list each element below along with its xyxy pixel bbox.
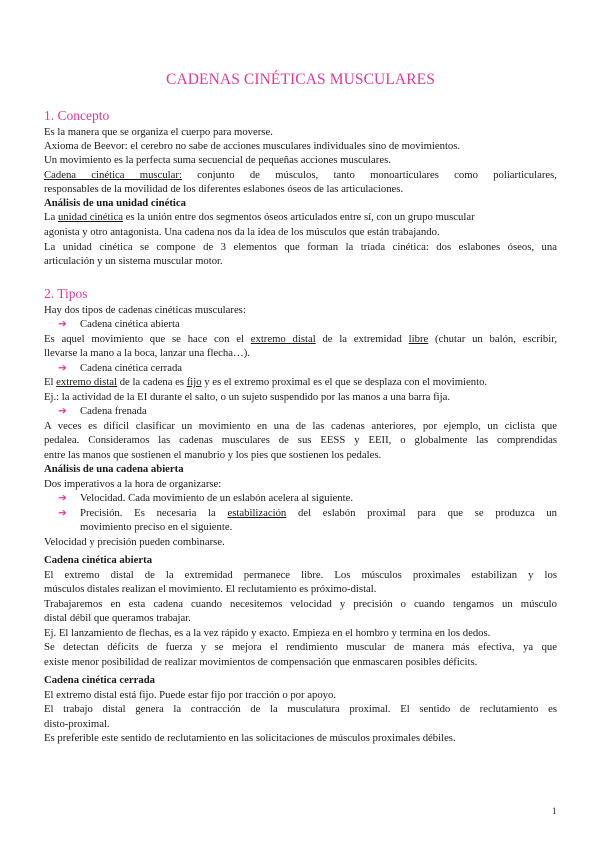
arrow-icon: ➔ [58,362,67,374]
bullet-item: ➔ Velocidad. Cada movimiento de un eslabón acelera al siguiente. [58,492,354,504]
arrow-icon: ➔ [58,318,67,330]
paragraph-line: Velocidad y precisión pueden combinarse. [44,536,225,548]
paragraph-line: Ej. El lanzamiento de flechas, es a la vez rápido y exacto. Empieza en el hombro y termina en los dedos. [44,627,491,639]
paragraph-line: Es aquel movimiento que se hace con el extremo distal de la extremidad libre (chutar un balón, escribir, [44,333,558,345]
document-title: CADENAS CINÉTICAS MUSCULARES [166,71,435,88]
bullet-item: ➔ Cadena cinética abierta [58,318,180,330]
paragraph-line: El extremo distal de la extremidad permanece libre. Los músculos proximales estabilizan y los [44,569,557,581]
section-heading-tipos: 2. Tipos [44,286,88,301]
arrow-icon: ➔ [58,492,67,504]
paragraph-line: El extremo distal está fijo. Puede estar fijo por tracción o por apoyo. [44,689,337,701]
paragraph-line: Trabajaremos en esta cadena cuando necesitemos velocidad y precisión o cuando tengamos un músculo [44,598,557,610]
subheading-cadena-abierta: Análisis de una cadena abierta [44,463,184,475]
term-cadena-cinetica-muscular: Cadena cinética muscular: [44,169,182,181]
paragraph-line: Hay dos tipos de cadenas cinéticas musculares: [44,304,246,316]
paragraph-line: El trabajo distal genera la contracción de la musculatura proximal. El sentido de reclutamiento es [44,703,557,715]
subheading-cadena-cinetica-cerrada: Cadena cinética cerrada [44,674,156,686]
paragraph-line: Ej.: la actividad de la EI durante el salto, o un sujeto suspendido por las manos a una barra fija. [44,391,451,403]
paragraph-line: pedalea. Consideramos las cadenas musculares de sus EESS y EEII, o globalmente las comprendidas [44,434,557,446]
paragraph-line: Un movimiento es la perfecta suma secuencial de pequeñas acciones musculares. [44,154,391,166]
term-unidad-cinetica: unidad cinética [57,211,123,223]
paragraph-line: Axioma de Beevor: el cerebro no sabe de acciones musculares individuales sino de movimientos. [44,140,461,152]
paragraph-line: La unidad cinética es la unión entre dos segmentos óseos articulados entre sí, con un grupo muscular [44,211,475,223]
paragraph-line: Se detectan déficits de fuerza y se mejora el rendimiento muscular de manera más efectiva, ya que [44,641,557,653]
subheading-cadena-cinetica-abierta: Cadena cinética abierta [44,554,153,566]
paragraph-line: Dos imperativos a la hora de organizarse: [44,478,222,490]
bullet-item: ➔ Cadena frenada [58,405,147,417]
paragraph-line: llevarse la mano a la boca, lanzar una flecha…). [44,347,250,359]
page-number: 1 [552,806,557,816]
paragraph-line: agonista y otro antagonista. Una cadena nos da la idea de los músculos que están trabajando. [44,226,440,238]
subheading-unidad-cinetica: Análisis de una unidad cinética [44,197,186,209]
arrow-icon: ➔ [58,507,67,519]
paragraph-line: entre las manos que sostienen el manubrio y los pies que sostienen los pedales. [44,449,382,461]
paragraph-line: articulación y un sistema muscular motor. [44,255,223,267]
paragraph-line: La unidad cinética se compone de 3 elementos que forman la tríada cinética: dos eslabones óseos, una [44,241,557,253]
paragraph-line: El extremo distal de la cadena es fijo y es el extremo proximal es el que se desplaza con el movimiento. [44,376,488,388]
paragraph-line: responsables de la movilidad de los diferentes eslabones óseos de las articulaciones. [44,183,404,195]
bullet-item: ➔ Precisión. Es necesaria la estabilización del eslabón proximal para que se produzca un [58,507,557,519]
bullet-item: ➔ Cadena cinética cerrada [58,362,183,374]
arrow-icon: ➔ [58,405,67,417]
paragraph-line: músculos distales realizan el movimiento. El reclutamiento es próximo-distal. [44,583,377,595]
section-heading-concepto: 1. Concepto [44,108,110,123]
paragraph-line: A veces es difícil clasificar un movimiento en una de las cadenas anteriores, por ejemplo, un ciclista que [44,420,557,432]
paragraph-line: distal débil que queramos trabajar. [44,612,191,624]
paragraph-line: Es preferible este sentido de reclutamiento en las solicitaciones de músculos proximales débiles. [44,732,456,744]
paragraph-line: Es la manera que se organiza el cuerpo para moverse. [44,126,273,138]
bullet-continuation: movimiento preciso en el siguiente. [80,521,233,533]
paragraph-line: Cadena cinética muscular: conjunto de músculos, tanto monoarticulares como poliarticulares, [44,169,557,181]
paragraph-line: disto-proximal. [44,718,110,730]
paragraph-line: existe menor posibilidad de realizar movimientos de compensación que enmascaren posibles déficits. [44,656,478,668]
